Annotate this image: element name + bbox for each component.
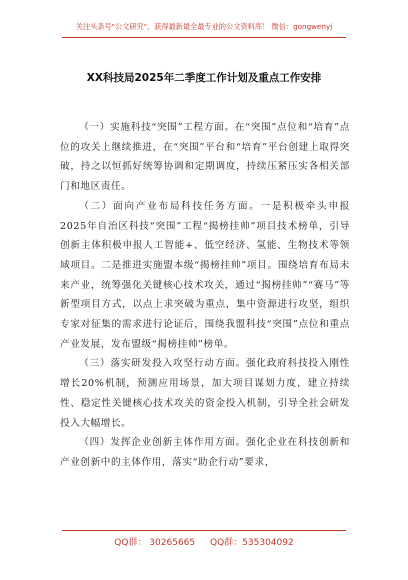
footer-contact <box>0 535 408 548</box>
header-divider <box>62 37 346 38</box>
paragraph-4: （四）发挥企业创新主体作用方面。强化企业在科技创新和产业创新中的主体作用，落实“助企行动”要求， <box>60 437 350 468</box>
paragraph-2: （二）面向产业布局科技任务方面。一是积极牵头申报2025年自治区科技“突围”工程“揭榜挂帅”项目技术榜单，引导创新主体积极申报人工智能+、低空经济、氢能、生物技术等领域项目。二是推进实施盟本级“揭榜挂帅”项目。围绕培育布局未来产业，统筹强化关键核心技术攻关，通过“揭榜挂帅”“赛马”等新型项目方式，以点上求突破为重点，集中资源进行攻坚，组织专家对征集的需求进行论证后，围绕我盟科技“突围”点位和重点产业发展，发布盟级“揭榜挂帅”榜单。 <box>60 200 350 350</box>
qq-group-2: QQ群：535304092 <box>210 538 294 548</box>
paragraph-3: （三）落实研发投入攻坚行动方面。强化政府科技投入刚性增长20%机制，预测应用场景，加大项目谋划力度，建立持续性、稳定性关键核心技术攻关的资金投入机制，引导全社会研发投入大幅增长。 <box>60 358 350 429</box>
qq-group-1: QQ群： 30265665 <box>114 538 196 548</box>
document-title: XX科技局2025年二季度工作计划及重点工作安排 <box>86 72 322 84</box>
paragraph-1: （一）实施科技“突围”工程方面。在“突围”点位和“培育”点位的攻关上继续推进，在“突围”平台和“培育”平台创建上取得突破，持之以恒抓好统筹协调和定期调度，持续压紧压实各相关部门和地区责任。 <box>60 122 350 193</box>
footer-divider <box>62 530 346 531</box>
document-body <box>60 118 350 473</box>
header-banner: 关注头条号"公文研究"，获得最新最全最专业的公文资料库！ 微信：gongwenyj <box>75 22 333 31</box>
